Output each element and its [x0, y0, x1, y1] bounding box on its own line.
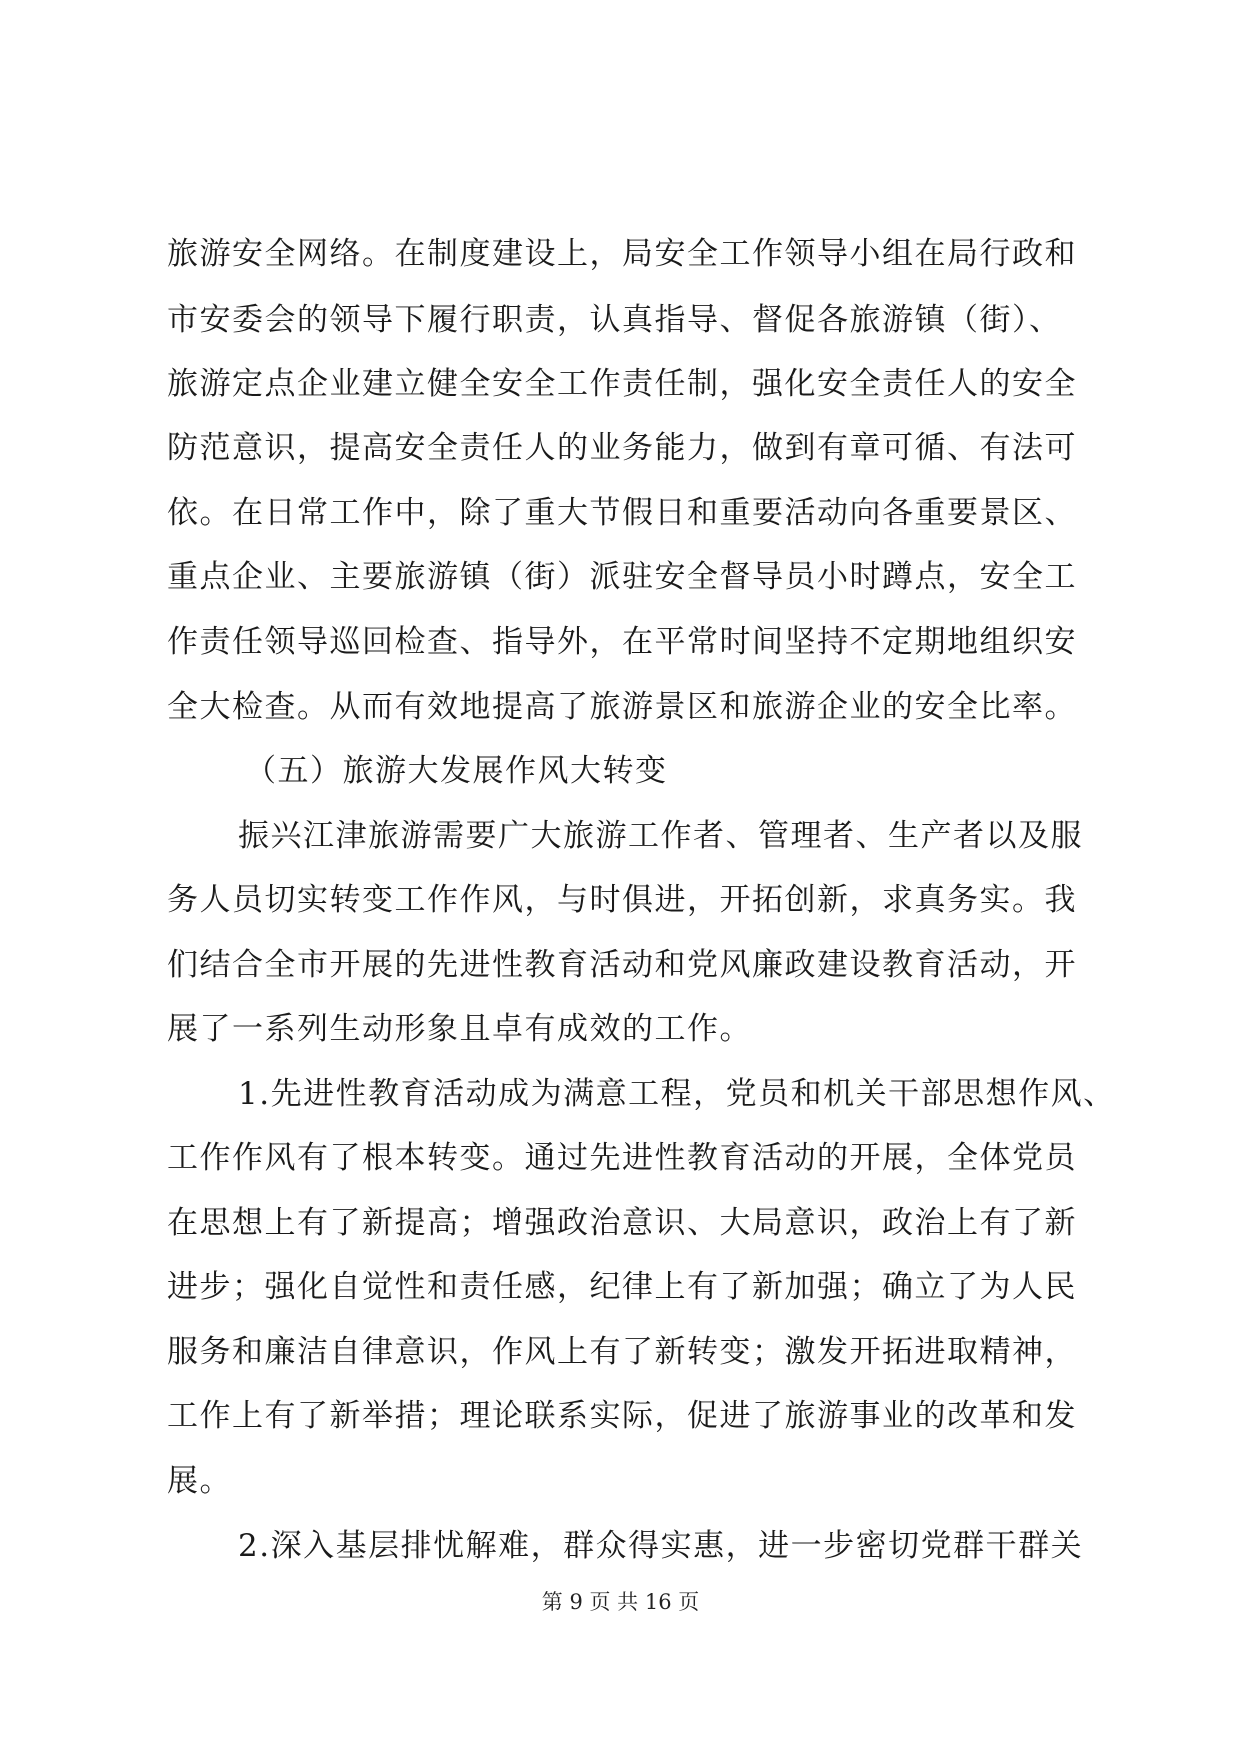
body-text-line: 依。在日常工作中，除了重大节假日和重要活动向各重要景区、 — [167, 495, 1077, 531]
page-footer: 第 9 页 共 16 页 — [541, 1590, 700, 1614]
body-text-line: 服务和廉洁自律意识，作风上有了新转变；激发开拓进取精神， — [167, 1334, 1077, 1370]
paragraph-first-line: 2.深入基层排忧解难，群众得实惠，进一步密切党群干群关 — [238, 1528, 1084, 1564]
body-text-line: 旅游定点企业建立健全安全工作责任制，强化安全责任人的安全 — [167, 366, 1077, 402]
body-text-line: 市安委会的领导下履行职责，认真指导、督促各旅游镇（街）、 — [167, 302, 1062, 338]
body-text-line: 们结合全市开展的先进性教育活动和党风廉政建设教育活动，开 — [167, 947, 1077, 983]
body-text-line: 在思想上有了新提高；增强政治意识、大局意识，政治上有了新 — [167, 1205, 1077, 1241]
body-text-line: 全大检查。从而有效地提高了旅游景区和旅游企业的安全比率。 — [167, 689, 1077, 725]
body-text-line: 进步；强化自觉性和责任感，纪律上有了新加强；确立了为人民 — [167, 1269, 1077, 1305]
section-heading: （五）旅游大发展作风大转变 — [245, 753, 668, 789]
body-text-line: 务人员切实转变工作作风，与时俱进，开拓创新，求真务实。我 — [167, 882, 1077, 918]
body-text-line: 工作作风有了根本转变。通过先进性教育活动的开展，全体党员 — [167, 1140, 1077, 1176]
body-text-line: 展。 — [167, 1463, 232, 1499]
paragraph-first-line: 1.先进性教育活动成为满意工程，党员和机关干部思想作风、 — [238, 1076, 1116, 1112]
paragraph-first-line: 振兴江津旅游需要广大旅游工作者、管理者、生产者以及服 — [238, 818, 1083, 854]
body-text-line: 展了一系列生动形象且卓有成效的工作。 — [167, 1011, 752, 1047]
body-text-line: 重点企业、主要旅游镇（街）派驻安全督导员小时蹲点，安全工 — [167, 559, 1077, 595]
body-text-line: 作责任领导巡回检查、指导外，在平常时间坚持不定期地组织安 — [167, 624, 1077, 660]
body-text-line: 旅游安全网络。在制度建设上，局安全工作领导小组在局行政和 — [167, 236, 1077, 272]
body-text-line: 工作上有了新举措；理论联系实际，促进了旅游事业的改革和发 — [167, 1398, 1077, 1434]
body-text-line: 防范意识，提高安全责任人的业务能力，做到有章可循、有法可 — [167, 430, 1077, 466]
